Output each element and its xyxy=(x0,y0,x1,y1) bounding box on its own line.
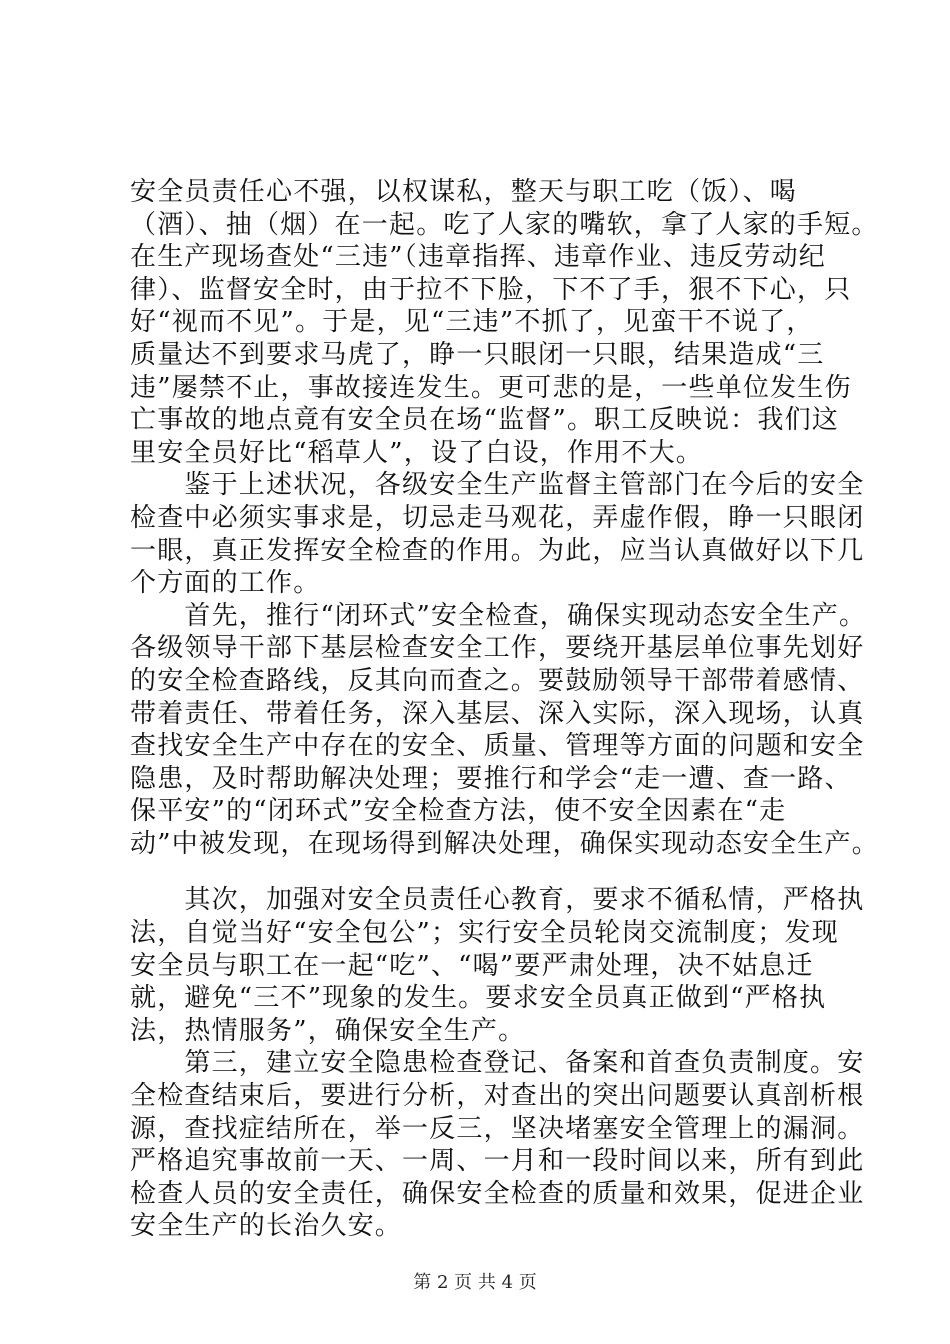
paragraph-1 xyxy=(130,176,879,469)
paragraph-3 xyxy=(130,600,879,861)
text-line: 在生产现场查处“三违”（违章指挥、违章作业、违反劳动纪 xyxy=(130,242,826,273)
text-line: 法，热情服务”，确保安全生产。 xyxy=(130,1015,526,1046)
text-line: 质量达不到要求马虎了，睁一只眼闭一只眼，结果造成“三 xyxy=(130,339,825,370)
text-line: 首先，推行“闭环式”安全检查，确保实现动态安全生产。 xyxy=(130,600,867,631)
text-line: 律）、监督安全时，由于拉不下脸，下不了手，狠不下心，只 xyxy=(130,274,852,305)
document-body xyxy=(130,176,879,1243)
text-line: 动”中被发现，在现场得到解决处理，确保实现动态安全生产。 xyxy=(130,828,879,859)
paragraph-2 xyxy=(130,469,865,599)
text-line: 安全生产的长治久安。 xyxy=(130,1211,403,1242)
text-line: （酒）、抽（烟）在一起。吃了人家的嘴软，拿了人家的手短。 xyxy=(130,209,879,240)
text-line: 好“视而不见”。于是，见“三违”不抓了，见蛮干不说了， xyxy=(130,307,814,338)
text-line: 安全员与职工在一起“吃”、“喝”要严肃处理，决不姑息迁 xyxy=(130,950,814,981)
text-line: 隐患，及时帮助解决处理；要推行和学会“走一遭、查一路、 xyxy=(130,763,852,794)
text-line: 个方面的工作。 xyxy=(130,568,321,599)
text-line: 一眼，真正发挥安全检查的作用。为此，应当认真做好以下几 xyxy=(130,535,865,566)
text-line: 的安全检查路线，反其向而查之。要鼓励领导干部带着感情、 xyxy=(130,665,865,696)
paragraph-4 xyxy=(130,884,865,1047)
text-line: 带着责任、带着任务，深入基层、深入实际，深入现场，认真 xyxy=(130,698,865,729)
text-line: 就，避免“三不”现象的发生。要求安全员真正做到“严格执 xyxy=(130,983,827,1014)
text-line: 全检查结束后，要进行分析，对查出的突出问题要认真剖析根 xyxy=(130,1081,865,1112)
text-line: 严格追究事故前一天、一周、一月和一段时间以来，所有到此 xyxy=(130,1146,865,1177)
text-line: 法，自觉当好“安全包公”；实行安全员轮岗交流制度；发现 xyxy=(130,918,839,949)
page-number-footer: 第 2 页 共 4 页 xyxy=(413,1272,537,1293)
text-line: 亡事故的地点竟有安全员在场“监督”。职工反映说：我们这 xyxy=(130,405,839,436)
text-line: 安全员责任心不强，以权谋私，整天与职工吃（饭）、喝 xyxy=(130,177,798,207)
paragraph-5 xyxy=(130,1047,865,1243)
text-line: 违”屡禁不止，事故接连发生。更可悲的是，一些单位发生伤 xyxy=(130,372,852,403)
text-line: 源，查找症结所在，举一反三，坚决堵塞安全管理上的漏洞。 xyxy=(130,1113,865,1144)
text-line: 鉴于上述状况，各级安全生产监督主管部门在今后的安全 xyxy=(130,470,865,501)
text-line: 各级领导干部下基层检查安全工作，要绕开基层单位事先划好 xyxy=(130,633,865,664)
text-line: 检查中必须实事求是，切忌走马观花，弄虚作假，睁一只眼闭 xyxy=(130,502,865,533)
text-line: 里安全员好比“稻草人”，设了白设，作用不大。 xyxy=(130,437,703,468)
text-line: 第三，建立安全隐患检查登记、备案和首查负责制度。安 xyxy=(130,1048,865,1079)
text-line: 其次，加强对安全员责任心教育，要求不循私情，严格执 xyxy=(130,885,865,916)
text-line: 检查人员的安全责任，确保安全检查的质量和效果，促进企业 xyxy=(130,1178,865,1209)
text-line: 保平安”的“闭环式”安全检查方法，使不安全因素在“走 xyxy=(130,796,787,827)
text-line: 查找安全生产中存在的安全、质量、管理等方面的问题和安全 xyxy=(130,731,865,762)
paragraph-spacer xyxy=(130,860,830,884)
